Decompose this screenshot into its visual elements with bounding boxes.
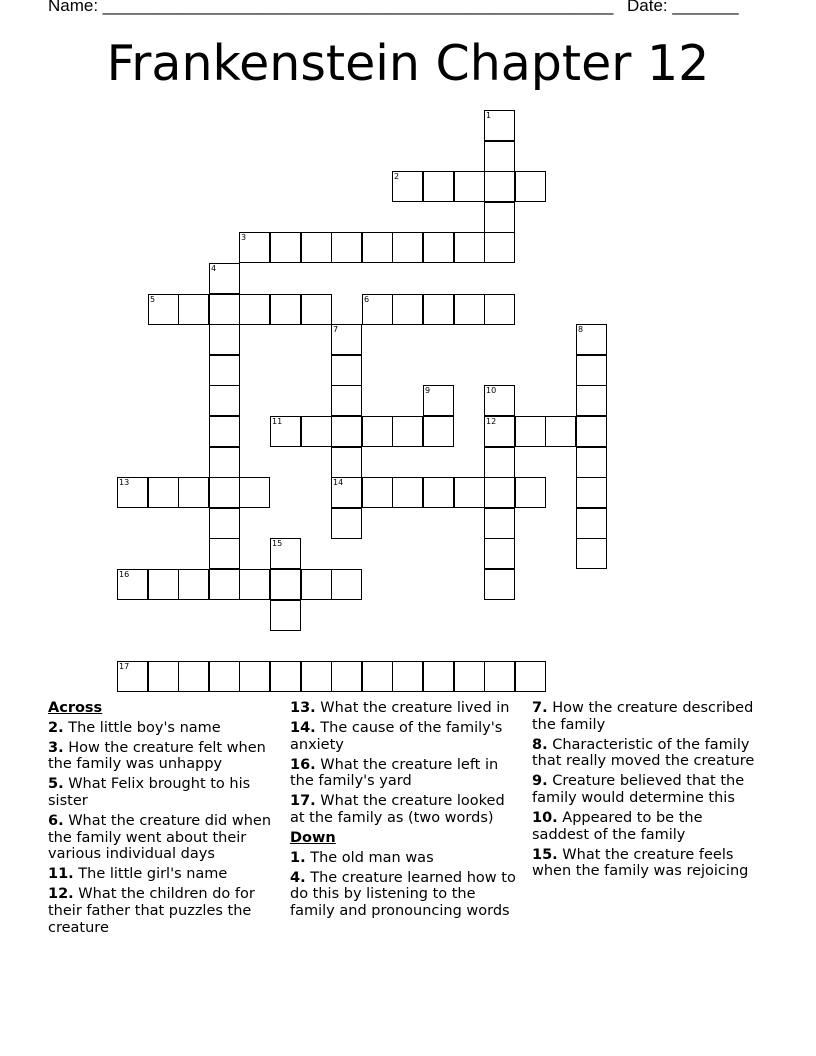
clue-number: 16 (119, 570, 130, 579)
grid-cell[interactable] (454, 661, 485, 692)
grid-cell[interactable] (454, 171, 485, 202)
grid-cell[interactable] (576, 538, 607, 569)
grid-cell[interactable] (362, 294, 393, 325)
across-clue: 6. What the creature did when the family went about their various individual days (48, 813, 272, 863)
grid-cell[interactable] (270, 538, 301, 569)
clue-column-2 (290, 700, 522, 923)
grid-cell[interactable] (545, 416, 576, 447)
grid-cell[interactable] (362, 416, 393, 447)
grid-cell[interactable] (392, 477, 423, 508)
grid-cell[interactable] (270, 661, 301, 692)
grid-cell[interactable] (423, 232, 454, 263)
grid-cell[interactable] (423, 385, 454, 416)
grid-cell[interactable] (454, 294, 485, 325)
grid-cell[interactable] (576, 355, 607, 386)
grid-cell[interactable] (331, 416, 362, 447)
grid-cell[interactable] (209, 324, 240, 355)
grid-cell[interactable] (484, 447, 515, 478)
grid-cell[interactable] (239, 569, 270, 600)
grid-cell[interactable] (239, 294, 270, 325)
grid-cell[interactable] (392, 661, 423, 692)
down-clue: 7. How the creature described the family (532, 700, 754, 733)
grid-cell[interactable] (331, 661, 362, 692)
down-heading: Down (290, 830, 336, 847)
grid-cell[interactable] (239, 232, 270, 263)
grid-cell[interactable] (209, 355, 240, 386)
grid-cell[interactable] (484, 538, 515, 569)
clue-number: 1 (486, 111, 492, 120)
grid-cell[interactable] (454, 232, 485, 263)
grid-cell[interactable] (178, 294, 209, 325)
clue-number: 3 (241, 233, 247, 242)
grid-cell[interactable] (178, 477, 209, 508)
clue-number: 14 (333, 478, 344, 487)
grid-cell[interactable] (209, 385, 240, 416)
grid-cell[interactable] (392, 416, 423, 447)
grid-cell[interactable] (484, 141, 515, 172)
clue-number: 9 (425, 386, 431, 395)
clue-number: 17 (119, 662, 130, 671)
grid-cell[interactable] (148, 661, 179, 692)
grid-cell[interactable] (484, 110, 515, 141)
clue-number: 10 (486, 386, 497, 395)
grid-cell[interactable] (148, 477, 179, 508)
grid-cell[interactable] (362, 661, 393, 692)
puzzle-title: Frankenstein Chapter 12 (106, 35, 710, 92)
down-clue: 15. What the creature feels when the family was rejoicing (532, 846, 749, 880)
grid-cell[interactable] (148, 569, 179, 600)
grid-cell[interactable] (362, 477, 393, 508)
grid-cell[interactable] (209, 447, 240, 478)
grid-cell[interactable] (331, 324, 362, 355)
grid-cell[interactable] (423, 171, 454, 202)
grid-cell[interactable] (484, 294, 515, 325)
grid-cell[interactable] (239, 661, 270, 692)
grid-cell[interactable] (515, 171, 546, 202)
grid-cell[interactable] (301, 569, 332, 600)
grid-cell[interactable] (209, 661, 240, 692)
across-clue: 2. The little boy's name (48, 719, 221, 736)
grid-cell[interactable] (576, 385, 607, 416)
date-field-label: Date: _______ (627, 0, 739, 15)
grid-cell[interactable] (301, 232, 332, 263)
grid-cell[interactable] (484, 569, 515, 600)
down-clue: 1. The old man was (290, 849, 434, 866)
grid-cell[interactable] (209, 477, 240, 508)
clue-number: 15 (272, 539, 283, 548)
grid-cell[interactable] (392, 232, 423, 263)
across-clue: 14. The cause of the family's anxiety (290, 720, 503, 753)
grid-cell[interactable] (576, 447, 607, 478)
grid-cell[interactable] (515, 416, 546, 447)
grid-cell[interactable] (423, 477, 454, 508)
grid-cell[interactable] (209, 416, 240, 447)
clue-number: 7 (333, 325, 339, 334)
grid-cell[interactable] (423, 661, 454, 692)
clue-number: 12 (486, 417, 497, 426)
down-clue: 4. The creature learned how to do this by listening to the family and pronouncing words (290, 869, 516, 920)
grid-cell[interactable] (484, 385, 515, 416)
grid-cell[interactable] (209, 263, 240, 294)
grid-cell[interactable] (423, 416, 454, 447)
grid-cell[interactable] (239, 477, 270, 508)
grid-cell[interactable] (331, 355, 362, 386)
grid-cell[interactable] (423, 294, 454, 325)
grid-cell[interactable] (178, 661, 209, 692)
across-clue: 17. What the creature looked at the family as (two words) (290, 793, 505, 827)
clue-number: 11 (272, 417, 283, 426)
grid-cell[interactable] (515, 661, 546, 692)
name-field-label: Name: ______________________________________________________ (48, 0, 614, 15)
grid-cell[interactable] (270, 569, 301, 600)
clue-number: 4 (211, 264, 217, 273)
clue-number: 2 (394, 172, 400, 181)
grid-cell[interactable] (484, 508, 515, 539)
grid-cell[interactable] (576, 324, 607, 355)
down-clue: 8. Characteristic of the family that really moved the creature (532, 736, 755, 770)
grid-cell[interactable] (484, 661, 515, 692)
grid-cell[interactable] (331, 447, 362, 478)
grid-cell[interactable] (209, 569, 240, 600)
grid-cell[interactable] (301, 661, 332, 692)
grid-cell[interactable] (270, 294, 301, 325)
across-clue: 5. What Felix brought to his sister (48, 776, 251, 809)
clue-column-3 (532, 700, 764, 883)
across-clue: 12. What the children do for their father that puzzles the creature (48, 886, 255, 936)
grid-cell[interactable] (331, 385, 362, 416)
grid-cell[interactable] (209, 508, 240, 539)
grid-cell[interactable] (484, 171, 515, 202)
grid-cell[interactable] (331, 232, 362, 263)
grid-cell[interactable] (576, 477, 607, 508)
down-clue: 9. Creature believed that the family would determine this (532, 773, 745, 806)
grid-cell[interactable] (117, 569, 148, 600)
grid-cell[interactable] (484, 202, 515, 233)
grid-cell[interactable] (270, 600, 301, 631)
clue-number: 8 (578, 325, 584, 334)
grid-cell[interactable] (515, 477, 546, 508)
grid-cell[interactable] (576, 508, 607, 539)
grid-cell[interactable] (484, 232, 515, 263)
grid-cell[interactable] (484, 477, 515, 508)
grid-cell[interactable] (117, 477, 148, 508)
grid-cell[interactable] (362, 232, 393, 263)
grid-cell[interactable] (209, 294, 240, 325)
grid-cell[interactable] (392, 294, 423, 325)
grid-cell[interactable] (331, 477, 362, 508)
across-clue: 3. How the creature felt when the family was unhappy (48, 739, 266, 773)
clue-number: 13 (119, 478, 130, 487)
grid-cell[interactable] (209, 538, 240, 569)
grid-cell[interactable] (331, 508, 362, 539)
grid-cell[interactable] (331, 569, 362, 600)
grid-cell[interactable] (301, 294, 332, 325)
grid-cell[interactable] (270, 232, 301, 263)
grid-cell[interactable] (301, 416, 332, 447)
across-clue: 13. What the creature lived in (290, 700, 510, 716)
grid-cell[interactable] (117, 661, 148, 692)
across-clue: 11. The little girl's name (48, 866, 228, 883)
grid-cell[interactable] (270, 416, 301, 447)
clue-number: 6 (364, 295, 370, 304)
grid-cell[interactable] (392, 171, 423, 202)
clue-column-1 (48, 700, 280, 940)
grid-cell[interactable] (178, 569, 209, 600)
down-clue: 10. Appeared to be the saddest of the family (532, 810, 703, 843)
across-heading: Across (48, 700, 103, 716)
grid-cell[interactable] (148, 294, 179, 325)
grid-cell[interactable] (576, 416, 607, 447)
clue-number: 5 (150, 295, 156, 304)
grid-cell[interactable] (484, 416, 515, 447)
across-clue: 16. What the creature left in the family's yard (290, 756, 499, 790)
grid-cell[interactable] (454, 477, 485, 508)
